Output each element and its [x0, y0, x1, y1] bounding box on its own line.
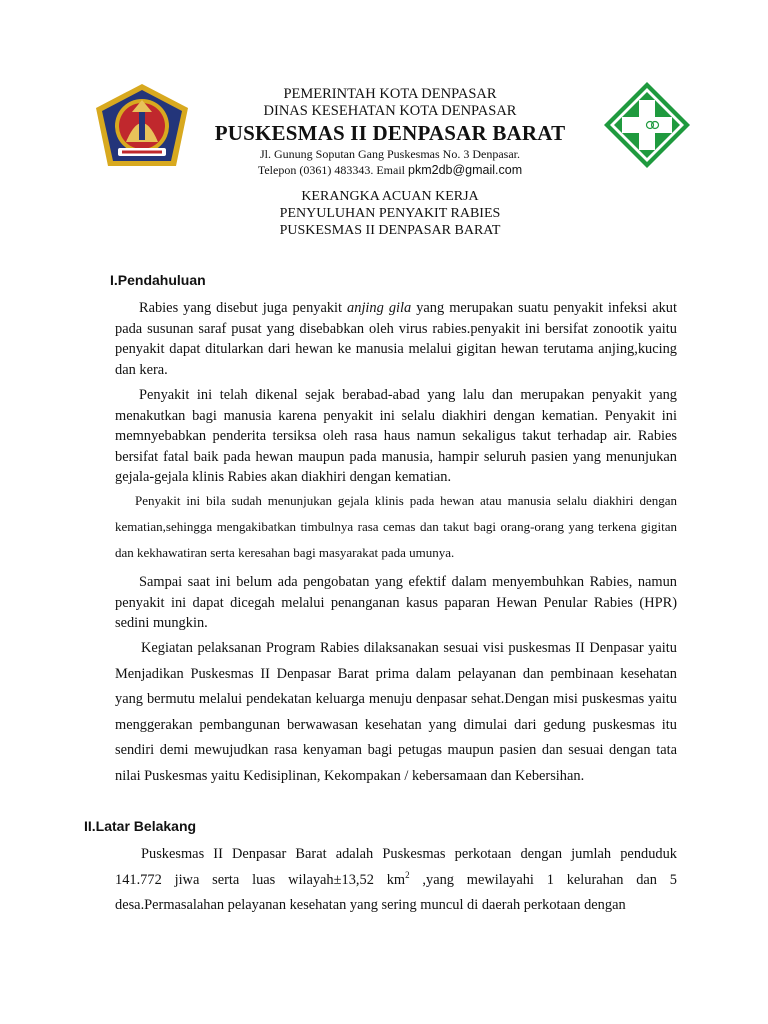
email-text: pkm2db@gmail.com	[408, 163, 523, 177]
letterhead	[180, 86, 600, 178]
section-heading-pendahuluan: I.Pendahuluan	[110, 272, 206, 288]
paragraph-1-text-a: Rabies yang disebut juga penyakit	[139, 300, 348, 316]
title-line-2: PENYULUHAN PENYAKIT RABIES	[279, 206, 501, 221]
paragraph-6-text-a: Puskesmas II Denpasar Barat adalah Puskesmas perkotaan dengan jumlah penduduk 141.772 jiwa serta luas wilayah±13,52 km	[115, 846, 677, 888]
paragraph-1-italic: anjing gila	[347, 300, 412, 316]
document-title	[180, 188, 600, 239]
paragraph-6	[115, 842, 677, 919]
paragraph-1	[115, 298, 677, 380]
organization-name: PUSKESMAS II DENPASAR BARAT	[214, 121, 566, 145]
address: Jl. Gunung Soputan Gang Puskesmas No. 3 Denpasar.	[260, 147, 520, 161]
title-line-3: PUSKESMAS II DENPASAR BARAT	[279, 223, 501, 238]
puskesmas-cross-icon	[602, 80, 692, 170]
denpasar-seal-icon	[92, 82, 192, 170]
phone-text: Telepon (0361) 483343. Email	[257, 163, 408, 177]
paragraph-6-text-b: ,yang mewilayahi 1 kelurahan dan 5 desa.Permasalahan pelayanan kesehatan yang sering muncul di daerah perkotaan dengan	[115, 871, 677, 913]
paragraph-5: Kegiatan pelaksanan Program Rabies dilaksanakan sesuai visi puskesmas II Denpasar yaitu Menjadikan Puskesmas II Denpasar Barat prima dalam pelayanan dan pembinaan kesehatan yang bermutu melalui pendekatan keluarga menuju denpasar sehat.Dengan misi puskesmas yaitu menggerakan pembangunan berwawasan kesehatan yang dimulai dari gedung puskesmas itu sendiri demi mewujudkan rasa kenyaman bagi petugas maupun pasien dan sesuai dengan tata nilai Puskesmas yaitu Kedisiplinan, Kekompakan / kebersamaan dan Kebersihan.	[115, 640, 677, 784]
superscript-2: 2	[405, 869, 410, 880]
paragraph-1-text-b: yang merupakan suatu penyakit infeksi akut pada susunan saraf pusat yang disebabkan oleh virus rabies.penyakit ini bersifat zonootik yaitu penyakit dapat ditularkan dari hewan ke manusia melalui gigitan hewan terutama anjing,kucing dan kera.	[115, 300, 677, 378]
title-line-1: KERANGKA ACUAN KERJA	[301, 189, 479, 204]
paragraph-4: Sampai saat ini belum ada pengobatan yang efektif dalam menyembuhkan Rabies, namun penyakit ini dapat dicegah melalui penanganan kasus paparan Hewan Penular Rabies (HPR) sedini mungkin.	[115, 574, 677, 631]
paragraph-2: Penyakit ini telah dikenal sejak berabad-abad yang lalu dan merupakan penyakit yang menakutkan bagi manusia karena penyakit ini selalu diakhiri dengan kematian. Penyakit ini memnyebabkan penderita tersiksa oleh rasa haus namun sekaligus takut terhadap air. Rabies bersifat fatal baik pada hewan maupun pada manusia, hampir seluruh pasien yang menunjukan gejala-gejala klinis Rabies akan diakhiri dengan kematian.	[115, 387, 677, 485]
government-name: PEMERINTAH KOTA DENPASAR	[283, 86, 497, 102]
department-name: DINAS KESEHATAN KOTA DENPASAR	[263, 103, 517, 119]
section-heading-latar-belakang: II.Latar Belakang	[84, 818, 197, 834]
paragraph-3: Penyakit ini bila sudah menunjukan gejala klinis pada hewan atau manusia selalu diakhiri dengan kematian,sehingga mengakibatkan timbulnya rasa cemas dan takut bagi orang-orang yang terkena gigitan dan kekhawatiran serta keresahan bagi masyarakat pada umunya.	[115, 493, 677, 560]
contact-line	[180, 162, 600, 178]
